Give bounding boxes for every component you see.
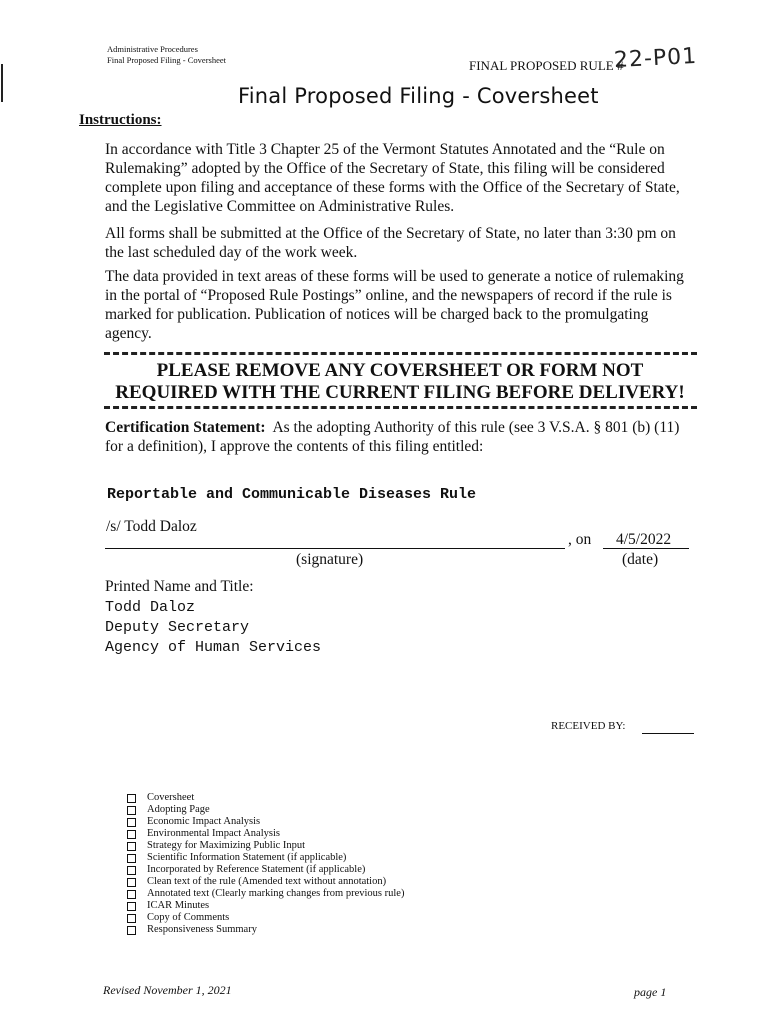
header-line-2: Final Proposed Filing - Coversheet <box>107 55 226 65</box>
checklist-item[interactable] <box>127 924 404 936</box>
checklist-item[interactable] <box>127 864 404 876</box>
checkbox[interactable] <box>127 914 136 923</box>
checklist-item[interactable] <box>127 888 404 900</box>
printed-agency: Agency of Human Services <box>105 639 322 656</box>
warning-bottom-rule <box>104 406 697 409</box>
checklist-item[interactable] <box>127 816 404 828</box>
checklist-label: Environmental Impact Analysis <box>147 828 280 839</box>
footer-page: page 1 <box>634 985 667 999</box>
checkbox[interactable] <box>127 926 136 935</box>
rule-number-label: FINAL PROPOSED RULE # <box>469 58 624 73</box>
date-line <box>603 548 689 549</box>
header-block <box>107 44 226 66</box>
printed-title: Deputy Secretary <box>105 619 250 636</box>
checklist-label: Adopting Page <box>147 804 210 815</box>
instructions-paragraph-3: The data provided in text areas of these forms will be used to generate a notice of rulemaking in the portal of “Proposed Rule Postings” online, and the newspapers of record if the rule is marked for publication. Publication of notices will be charged back to the promulgating agency. <box>105 268 684 342</box>
checklist-label: Economic Impact Analysis <box>147 816 261 827</box>
checklist-item[interactable] <box>127 852 404 864</box>
checklist-label: Responsiveness Summary <box>147 924 257 935</box>
certification-label: Certification Statement: <box>105 419 266 436</box>
checkbox[interactable] <box>127 818 136 827</box>
checkbox[interactable] <box>127 854 136 863</box>
margin-mark <box>1 64 3 102</box>
checklist-label: Scientific Information Statement (if applicable) <box>147 852 347 863</box>
signature-on-label: , on <box>568 531 592 548</box>
checklist-item[interactable] <box>127 828 404 840</box>
certification-text: As the adopting Authority of this rule (see 3 V.S.A. § 801 (b) (11) for a definition), I approve the contents of this filing entitled: <box>105 419 680 455</box>
checklist-label: Incorporated by Reference Statement (if applicable) <box>147 864 366 875</box>
checklist-item[interactable] <box>127 804 404 816</box>
checklist-item[interactable] <box>127 900 404 912</box>
checkbox[interactable] <box>127 806 136 815</box>
checklist-item[interactable] <box>127 876 404 888</box>
checkbox[interactable] <box>127 878 136 887</box>
instructions-label: Instructions: <box>79 112 162 128</box>
printed-name-lines <box>105 598 321 658</box>
checklist-label: Copy of Comments <box>147 912 230 923</box>
instructions-paragraph-1: In accordance with Title 3 Chapter 25 of the Vermont Statutes Annotated and the “Rule on Rulemaking” adopted by the Office of the Secretary of State, this filing will be considered complete upon filing and acceptance of these forms with the Office of the Secretary of State, and the Legislative Committee on Administrative Rules. <box>105 141 680 215</box>
checklist-item[interactable] <box>127 912 404 924</box>
checklist-label: Annotated text (Clearly marking changes from previous rule) <box>147 888 405 899</box>
checkbox[interactable] <box>127 866 136 875</box>
footer-revised: Revised November 1, 2021 <box>103 983 232 997</box>
warning-line-1: PLEASE REMOVE ANY COVERSHEET OR FORM NOT <box>156 360 644 381</box>
printed-name-label: Printed Name and Title: <box>105 578 254 595</box>
date-caption: (date) <box>622 551 659 568</box>
checkbox[interactable] <box>127 830 136 839</box>
checkbox[interactable] <box>127 902 136 911</box>
rule-title: Reportable and Communicable Diseases Rule <box>107 486 477 503</box>
checkbox[interactable] <box>127 842 136 851</box>
instructions-paragraph-2: All forms shall be submitted at the Office of the Secretary of State, no later than 3:30 pm on the last scheduled day of the work week. <box>105 225 676 261</box>
attachment-checklist <box>127 792 404 936</box>
received-by-line <box>642 733 694 734</box>
signature-value: /s/ Todd Daloz <box>106 518 197 535</box>
received-by-label: RECEIVED BY: <box>551 720 626 732</box>
page-title: Final Proposed Filing - Coversheet <box>238 84 599 108</box>
checklist-label: Clean text of the rule (Amended text without annotation) <box>147 876 387 887</box>
checkbox[interactable] <box>127 890 136 899</box>
checklist-label: Strategy for Maximizing Public Input <box>147 840 306 851</box>
certification-statement <box>105 418 695 456</box>
header-line-1: Administrative Procedures <box>107 44 198 54</box>
printed-name: Todd Daloz <box>105 599 196 616</box>
warning-top-rule <box>104 352 697 355</box>
checklist-item[interactable] <box>127 792 404 804</box>
signature-date: 4/5/2022 <box>616 531 672 548</box>
signature-line <box>105 548 565 549</box>
checklist-item[interactable] <box>127 840 404 852</box>
signature-caption: (signature) <box>296 551 364 568</box>
checklist-label: Coversheet <box>147 792 195 803</box>
warning-line-2: REQUIRED WITH THE CURRENT FILING BEFORE DELIVERY! <box>115 382 685 403</box>
checkbox[interactable] <box>127 794 136 803</box>
warning-block <box>100 360 700 404</box>
rule-number-handwritten: 22-P01 <box>613 43 698 74</box>
checklist-label: ICAR Minutes <box>147 900 210 911</box>
